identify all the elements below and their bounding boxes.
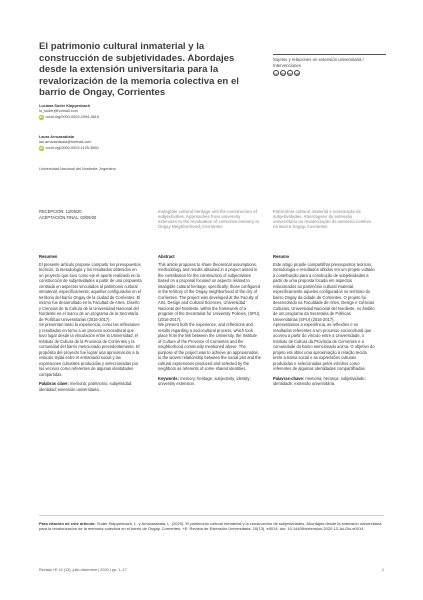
page-footer (39, 568, 384, 572)
english-title: Intangible cultural heritage and the construction of subjectivities. Approaches from university extension to the revaluation of collective memory in Ongay Neighborhood, Corrientes (158, 209, 260, 230)
citation-text: Suder Klappenbach, L. y Arruzazabala, L. (2020). El patrimonio cultural inmaterial y la construcción de subjetividades. Abordajes desde la extensión universitaria para la revalorización de la memoria colectiva en el barrio de Ongay, Corrientes. +E: Revista de Extensión Universitaria, 10(13), e0014. doi: 10.14409/extension.2020.13.Jul-Dic.e0014 (39, 521, 382, 532)
abstract-text: El presente artículo propone compartir los presupuestos teóricos, la metodología y los resultados obtenidos en un proyecto que tuvo como eje el aporte realizado en la construcción de subjetividades a partir de una propuesta centrada en aspectos vinculados al patrimonio cultural inmaterial, específicamente, aquellos configurados en el territorio del barrio Ongay de la ciudad de Corrientes. El mismo fue desarrollado en la Facultad de Artes, Diseño y Ciencias de la Cultura de la Universidad Nacional del Nordeste en el marco de un programa de la Secretaría de Políticas Universitarias (2016-2017). Se presentan tanto la experiencia, como las reflexiones y resultados en torno a un proceso sociocultural que tuvo lugar desde la vinculación entre la Universidad, el Instituto de Cultura de la Provincia de Corrientes y la comunidad del barrio mencionado precedentemente. El propósito del proyecto fue lograr una aproximación a la relación tejida entre el entramado social y las expresiones culturales producidas y seleccionadas por los vecinos como referentes de algunas identidades compartidas. (39, 261, 142, 377)
affiliation: Universidad Nacional del Nordeste, Argentina (39, 167, 116, 171)
accepted-date: ACEPTACIÓN FINAL: 03/09/20 (39, 214, 97, 220)
author-orcid[interactable] (39, 146, 199, 151)
abstract-en (158, 254, 261, 387)
author-email[interactable]: lu_suder@hotmail.com (39, 109, 78, 114)
abstract-heading: Resumo (273, 254, 290, 259)
section-label: Sujetos y relaciones en extensión universitaria / Intervenciones (273, 57, 364, 68)
author-email[interactable]: lan.arruzazabala@hotmail.com (39, 140, 92, 145)
orcid-link[interactable]: orcid.org/0000-0003-2994-3816 (45, 114, 99, 119)
keywords (158, 376, 261, 387)
keywords-label: Palavras-chave: (273, 375, 305, 381)
keywords (273, 376, 376, 387)
orcid-link[interactable]: orcid.org/0000-0003-1125-3660 (45, 145, 99, 150)
by-icon: by (281, 72, 286, 76)
author-1 (39, 104, 199, 120)
article-title: El patrimonio cultural inmaterial y la construcción de subjetividades. Abordajes desde la extensión universitaria para la revalorización de la memoria colectiva en el barrio de Ongay, Corrientes (39, 41, 239, 98)
keywords-text: memória; herança; subjetividade; identidade; extensão universitária. (273, 375, 366, 386)
keywords-label: Palabras clave: (39, 381, 69, 386)
keywords-text: memoria; patrimonio; subjetividad; identidad; extensión universitaria. (39, 381, 133, 392)
abstract-text: This article proposes to share theoretical assumptions, methodology and results obtained in a project aimed in the contribution for the construction of subjectivities based on a proposal focused on aspects related to intangible cultural heritage, specifically, those configured in the territory of the Ongay neighborhood of the city of Corrientes. The project was developed at the Faculty of Arts, Design and Cultural Sciences, Universidad Nacional del Nordeste, within the framework of a program of the Secretariat for University Policies, (SPU), (2016-2017). We present both the experience, and reflections and results regarding a sociocultural process, which took place from the link between the University, the Institute of Culture of the Province of Corrientes and the neighborhood community mentioned above. The purpose of the project was to achieve an approximation to the woven relationship between the social plot and the cultural expressions produced and selected by the neighbors as referents of some shared identities. (158, 261, 261, 371)
author-2 (39, 135, 199, 151)
license-badge[interactable] (273, 70, 300, 77)
author-name: Luciana Suder Klappenbach (39, 104, 91, 108)
citation-divider (39, 515, 384, 516)
nc-icon: nc (288, 72, 293, 76)
section-divider (273, 54, 386, 55)
keywords-label: Keywords: (158, 375, 179, 381)
cc-icon: cc (274, 72, 278, 76)
abstract-es (39, 254, 142, 392)
abstract-heading: Abstract (158, 254, 175, 259)
article-dates (39, 209, 96, 220)
journal-info: Revista +E 10 (13), julio-diciembre | 2020 | pp. 1–17 (39, 568, 127, 572)
orcid-icon: iD (39, 115, 43, 120)
keywords (39, 381, 142, 392)
citation-label: Para citación de este artículo: (39, 521, 96, 526)
citation (39, 521, 384, 531)
author-name: Laura Arruzazabala (39, 135, 74, 139)
orcid-icon: iD (39, 146, 43, 151)
author-orcid[interactable] (39, 115, 199, 120)
portuguese-title: Patrimônio cultural imaterial e construção de subjetividades. Abordagens da extensão universitária na revalorização da memória coletiva no Bairro Ongay, Corrientes (273, 209, 372, 230)
received-date: RECEPCIÓN: 12/06/20 (39, 209, 82, 214)
sa-icon: sa (295, 72, 299, 76)
page-number: 1 (381, 568, 384, 572)
abstract-text: Este artigo propõe compartilhar pressupostos teóricos, metodologia e resultados obtidos em um projeto voltado à contribuição para a construção de subjetividades a partir de uma proposta focada em aspectos relacionados ao patrimônio cultural imaterial, especificamente aqueles configurados no território do bairro Ongay da cidade de Corrientes. O projeto foi desenvolvido na Faculdade de Artes, Design e Ciências Culturais, Universidad Nacional del Nordeste, no âmbito de um programa da Secretaria de Políticas Universitárias (SPU) (2016-2017). Apresentamos a experiência, as reflexões e os resultados referentes a um processo sociocultural que ocorreu a partir do vínculo entre a Universidade, o Instituto de Cultura da Província de Corrientes e a comunidade do bairro mencionado acima. O objetivo do projeto era obter uma aproximação à relação tecida entre a trama social e as expressões culturais produzidas e selecionadas pelos vizinhos como referentes de algumas identidades compartilhadas. (273, 261, 375, 371)
abstract-pt (273, 254, 376, 387)
keywords-text: memory; heritage; subjectivity; identity; university extension. (158, 375, 251, 386)
abstract-heading: Resumen (39, 254, 58, 259)
